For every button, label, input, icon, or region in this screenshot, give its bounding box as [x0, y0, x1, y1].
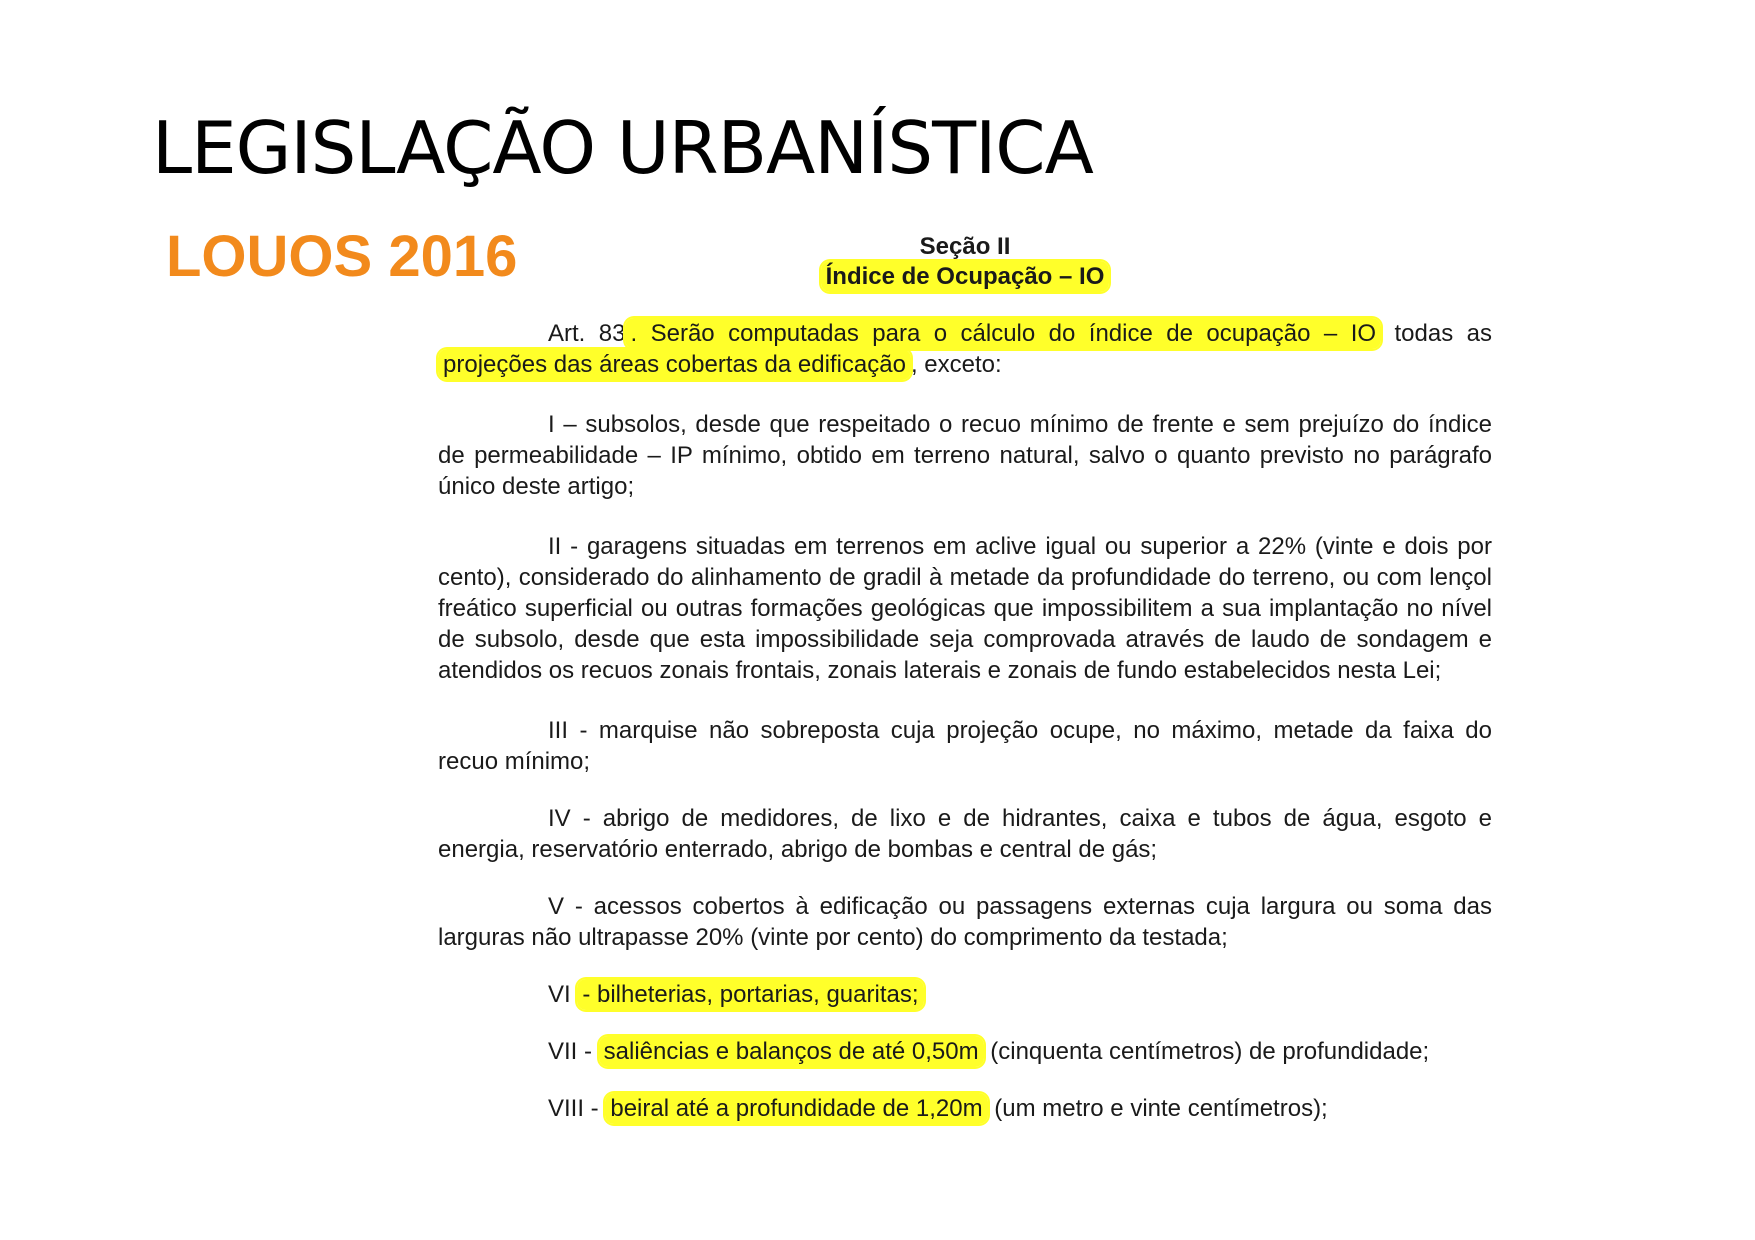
article-dot: .	[630, 320, 638, 347]
article-highlight-2: projeções das áreas cobertas da edificação	[438, 349, 911, 380]
item-vii-highlight: saliências e balanços de até 0,50m	[599, 1036, 984, 1067]
item-viii-number: VIII -	[548, 1095, 606, 1122]
article-highlight-1-text: Serão computadas para o cálculo do índice de ocupação – IO	[637, 320, 1377, 347]
item-iii: III - marquise não sobreposta cuja projeção ocupe, no máximo, metade da faixa do recuo mínimo;	[438, 717, 1492, 775]
section-number: Seção II	[919, 233, 1011, 260]
article-highlight-1	[625, 318, 1381, 349]
item-vii-number: VII -	[548, 1038, 599, 1065]
item-vi-highlight: - bilheterias, portarias, guaritas;	[577, 979, 923, 1010]
slide-subtitle: LOUOS 2016	[166, 224, 518, 289]
item-viii-tail: (um metro e vinte centímetros);	[987, 1095, 1328, 1122]
section-heading-highlight: Índice de Ocupação – IO	[821, 261, 1110, 292]
item-viii-highlight: beiral até a profundidade de 1,20m	[605, 1093, 987, 1124]
section-heading	[438, 262, 1492, 292]
law-excerpt	[438, 232, 1492, 1124]
item-v: V - acessos cobertos à edificação ou passagens externas cuja largura ou soma das larguras não ultrapasse 20% (vinte por cento) do comprimento da testada;	[438, 893, 1492, 951]
item-vii-tail: (cinquenta centímetros) de profundidade;	[983, 1038, 1430, 1065]
item-iv: IV - abrigo de medidores, de lixo e de hidrantes, caixa e tubos de água, esgoto e energia, reservatório enterrado, abrigo de bombas e central de gás;	[438, 805, 1492, 863]
item-vii	[438, 1036, 1492, 1067]
article-text-mid: todas as	[1381, 320, 1492, 347]
item-vi-number: VI	[548, 981, 578, 1008]
item-viii	[438, 1093, 1492, 1124]
article-83	[438, 318, 1492, 380]
item-vi	[438, 979, 1492, 1010]
item-i: I – subsolos, desde que respeitado o recuo mínimo de frente e sem prejuízo do índice de permeabilidade – IP mínimo, obtido em terreno natural, salvo o quanto previsto no parágrafo único deste artigo;	[438, 411, 1492, 500]
article-text-tail: , exceto:	[910, 351, 1002, 378]
article-number: Art. 83	[548, 320, 626, 347]
item-ii: II - garagens situadas em terrenos em aclive igual ou superior a 22% (vinte e dois por cento), considerado do alinhamento de gradil à metade da profundidade do terreno, ou com lençol freático superficial ou outras formações geológicas que impossibilitem a sua implantação no nível de subsolo, desde que esta impossibilidade seja comprovada através de laudo de sondagem e atendidos os recuos zonais frontais, zonais laterais e zonais de fundo estabelecidos nesta Lei;	[438, 533, 1492, 684]
slide-title: LEGISLAÇÃO URBANÍSTICA	[152, 106, 1093, 190]
